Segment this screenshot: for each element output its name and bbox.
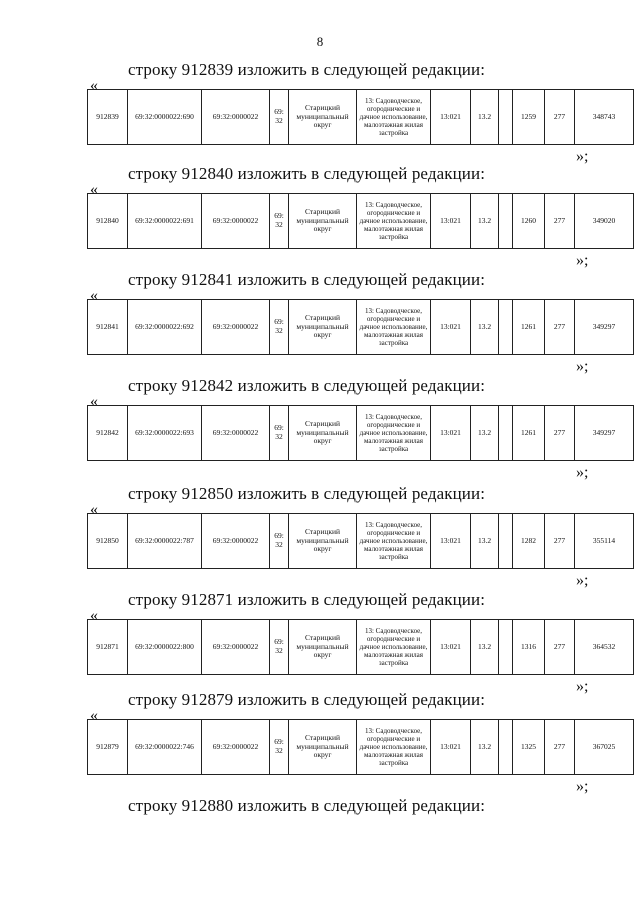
- opening-quote: «: [90, 607, 98, 624]
- cadastral-value-cell: 355114: [575, 514, 634, 569]
- code-cell: 277: [545, 620, 575, 675]
- amendment-heading: [128, 796, 485, 816]
- empty-cell: [499, 720, 513, 775]
- region-code-cell: 69: 32: [270, 620, 289, 675]
- heading-instruction: изложить в следующей редакции:: [237, 60, 486, 79]
- empty-cell: [499, 406, 513, 461]
- page-number: 8: [316, 34, 324, 49]
- code-cell: 277: [545, 720, 575, 775]
- amendment-block: [0, 484, 640, 594]
- data-table: [87, 405, 634, 461]
- cadastral-number-cell: 69:32:0000022:746: [128, 720, 202, 775]
- purpose-code-cell: 13:021: [431, 720, 471, 775]
- region-code-cell: 69: 32: [270, 720, 289, 775]
- row-number-cell: 912842: [88, 406, 128, 461]
- quarter-number-cell: 69:32:0000022: [202, 514, 270, 569]
- purpose-code-cell: 13:021: [431, 194, 471, 249]
- amendment-block: [0, 376, 640, 486]
- amendment-block: [0, 590, 640, 700]
- group-code-cell: 13.2: [471, 90, 499, 145]
- final-amendment-block: [0, 796, 640, 906]
- heading-instruction: изложить в следующей редакции:: [237, 376, 486, 395]
- purpose-code-cell: 13:021: [431, 514, 471, 569]
- municipality-cell: Старицкий муниципальный округ: [289, 300, 357, 355]
- group-code-cell: 13.2: [471, 300, 499, 355]
- row-number-cell: 912839: [88, 90, 128, 145]
- data-table: [87, 719, 634, 775]
- index-cell: 1325: [513, 720, 545, 775]
- data-table: [87, 619, 634, 675]
- data-table: [87, 299, 634, 355]
- quarter-number-cell: 69:32:0000022: [202, 300, 270, 355]
- group-code-cell: 13.2: [471, 514, 499, 569]
- heading-row-ref: строку 912841: [128, 270, 234, 289]
- group-code-cell: 13.2: [471, 720, 499, 775]
- land-use-purpose-cell: 13: Садоводческое, огороднические и дачное использование, малоэтажная жилая застройка: [357, 406, 431, 461]
- index-cell: 1261: [513, 300, 545, 355]
- index-cell: 1259: [513, 90, 545, 145]
- purpose-code-cell: 13:021: [431, 620, 471, 675]
- amendment-heading: [128, 690, 485, 710]
- land-use-purpose-cell: 13: Садоводческое, огороднические и дачное использование, малоэтажная жилая застройка: [357, 90, 431, 145]
- row-number-cell: 912850: [88, 514, 128, 569]
- municipality-cell: Старицкий муниципальный округ: [289, 90, 357, 145]
- empty-cell: [499, 300, 513, 355]
- heading-instruction: изложить в следующей редакции:: [237, 270, 486, 289]
- cadastral-number-cell: 69:32:0000022:787: [128, 514, 202, 569]
- code-cell: 277: [545, 194, 575, 249]
- index-cell: 1261: [513, 406, 545, 461]
- opening-quote: «: [90, 501, 98, 518]
- group-code-cell: 13.2: [471, 620, 499, 675]
- heading-instruction: изложить в следующей редакции:: [237, 590, 486, 609]
- code-cell: 277: [545, 514, 575, 569]
- cadastral-number-cell: 69:32:0000022:691: [128, 194, 202, 249]
- heading-row-ref: строку 912839: [128, 60, 234, 79]
- table-row: [88, 620, 634, 675]
- amendment-heading: [128, 484, 485, 504]
- closing-quote: »;: [576, 148, 589, 165]
- heading-row-ref: строку 912850: [128, 484, 234, 503]
- municipality-cell: Старицкий муниципальный округ: [289, 406, 357, 461]
- row-number-cell: 912840: [88, 194, 128, 249]
- code-cell: 277: [545, 300, 575, 355]
- heading-instruction: изложить в следующей редакции:: [237, 484, 486, 503]
- region-code-cell: 69: 32: [270, 90, 289, 145]
- quarter-number-cell: 69:32:0000022: [202, 406, 270, 461]
- opening-quote: «: [90, 287, 98, 304]
- amendment-block: [0, 60, 640, 170]
- region-code-cell: 69: 32: [270, 194, 289, 249]
- municipality-cell: Старицкий муниципальный округ: [289, 194, 357, 249]
- cadastral-number-cell: 69:32:0000022:692: [128, 300, 202, 355]
- opening-quote: «: [90, 77, 98, 94]
- amendment-heading: [128, 164, 485, 184]
- heading-row-ref: строку 912842: [128, 376, 234, 395]
- quarter-number-cell: 69:32:0000022: [202, 620, 270, 675]
- data-table: [87, 89, 634, 145]
- amendment-heading: [128, 590, 485, 610]
- closing-quote: »;: [576, 464, 589, 481]
- purpose-code-cell: 13:021: [431, 406, 471, 461]
- row-number-cell: 912879: [88, 720, 128, 775]
- amendment-block: [0, 270, 640, 380]
- cadastral-number-cell: 69:32:0000022:690: [128, 90, 202, 145]
- heading-row-ref: строку 912880: [128, 796, 234, 815]
- amendment-heading: [128, 270, 485, 290]
- table-row: [88, 300, 634, 355]
- table-row: [88, 720, 634, 775]
- row-number-cell: 912871: [88, 620, 128, 675]
- land-use-purpose-cell: 13: Садоводческое, огороднические и дачное использование, малоэтажная жилая застройка: [357, 620, 431, 675]
- municipality-cell: Старицкий муниципальный округ: [289, 720, 357, 775]
- table-row: [88, 194, 634, 249]
- code-cell: 277: [545, 406, 575, 461]
- municipality-cell: Старицкий муниципальный округ: [289, 620, 357, 675]
- heading-instruction: изложить в следующей редакции:: [237, 690, 486, 709]
- municipality-cell: Старицкий муниципальный округ: [289, 514, 357, 569]
- quarter-number-cell: 69:32:0000022: [202, 90, 270, 145]
- purpose-code-cell: 13:021: [431, 90, 471, 145]
- cadastral-value-cell: 349297: [575, 406, 634, 461]
- quarter-number-cell: 69:32:0000022: [202, 720, 270, 775]
- quarter-number-cell: 69:32:0000022: [202, 194, 270, 249]
- heading-row-ref: строку 912840: [128, 164, 234, 183]
- code-cell: 277: [545, 90, 575, 145]
- amendment-block: [0, 164, 640, 274]
- purpose-code-cell: 13:021: [431, 300, 471, 355]
- index-cell: 1260: [513, 194, 545, 249]
- heading-row-ref: строку 912871: [128, 590, 234, 609]
- amendment-heading: [128, 60, 485, 80]
- closing-quote: »;: [576, 252, 589, 269]
- amendment-block: [0, 690, 640, 800]
- cadastral-number-cell: 69:32:0000022:693: [128, 406, 202, 461]
- cadastral-value-cell: 364532: [575, 620, 634, 675]
- closing-quote: »;: [576, 778, 589, 795]
- data-table: [87, 193, 634, 249]
- region-code-cell: 69: 32: [270, 514, 289, 569]
- table-row: [88, 406, 634, 461]
- land-use-purpose-cell: 13: Садоводческое, огороднические и дачное использование, малоэтажная жилая застройка: [357, 514, 431, 569]
- region-code-cell: 69: 32: [270, 406, 289, 461]
- empty-cell: [499, 194, 513, 249]
- table-row: [88, 514, 634, 569]
- index-cell: 1282: [513, 514, 545, 569]
- index-cell: 1316: [513, 620, 545, 675]
- land-use-purpose-cell: 13: Садоводческое, огороднические и дачное использование, малоэтажная жилая застройка: [357, 720, 431, 775]
- cadastral-value-cell: 348743: [575, 90, 634, 145]
- cadastral-number-cell: 69:32:0000022:800: [128, 620, 202, 675]
- empty-cell: [499, 620, 513, 675]
- heading-instruction: изложить в следующей редакции:: [237, 164, 486, 183]
- cadastral-value-cell: 349297: [575, 300, 634, 355]
- table-row: [88, 90, 634, 145]
- closing-quote: »;: [576, 678, 589, 695]
- cadastral-value-cell: 367025: [575, 720, 634, 775]
- region-code-cell: 69: 32: [270, 300, 289, 355]
- cadastral-value-cell: 349020: [575, 194, 634, 249]
- land-use-purpose-cell: 13: Садоводческое, огороднические и дачное использование, малоэтажная жилая застройка: [357, 194, 431, 249]
- closing-quote: »;: [576, 358, 589, 375]
- row-number-cell: 912841: [88, 300, 128, 355]
- heading-instruction: изложить в следующей редакции:: [237, 796, 486, 815]
- opening-quote: «: [90, 393, 98, 410]
- opening-quote: «: [90, 181, 98, 198]
- closing-quote: »;: [576, 572, 589, 589]
- opening-quote: «: [90, 707, 98, 724]
- data-table: [87, 513, 634, 569]
- group-code-cell: 13.2: [471, 194, 499, 249]
- heading-row-ref: строку 912879: [128, 690, 234, 709]
- land-use-purpose-cell: 13: Садоводческое, огороднические и дачное использование, малоэтажная жилая застройка: [357, 300, 431, 355]
- empty-cell: [499, 90, 513, 145]
- group-code-cell: 13.2: [471, 406, 499, 461]
- amendment-heading: [128, 376, 485, 396]
- empty-cell: [499, 514, 513, 569]
